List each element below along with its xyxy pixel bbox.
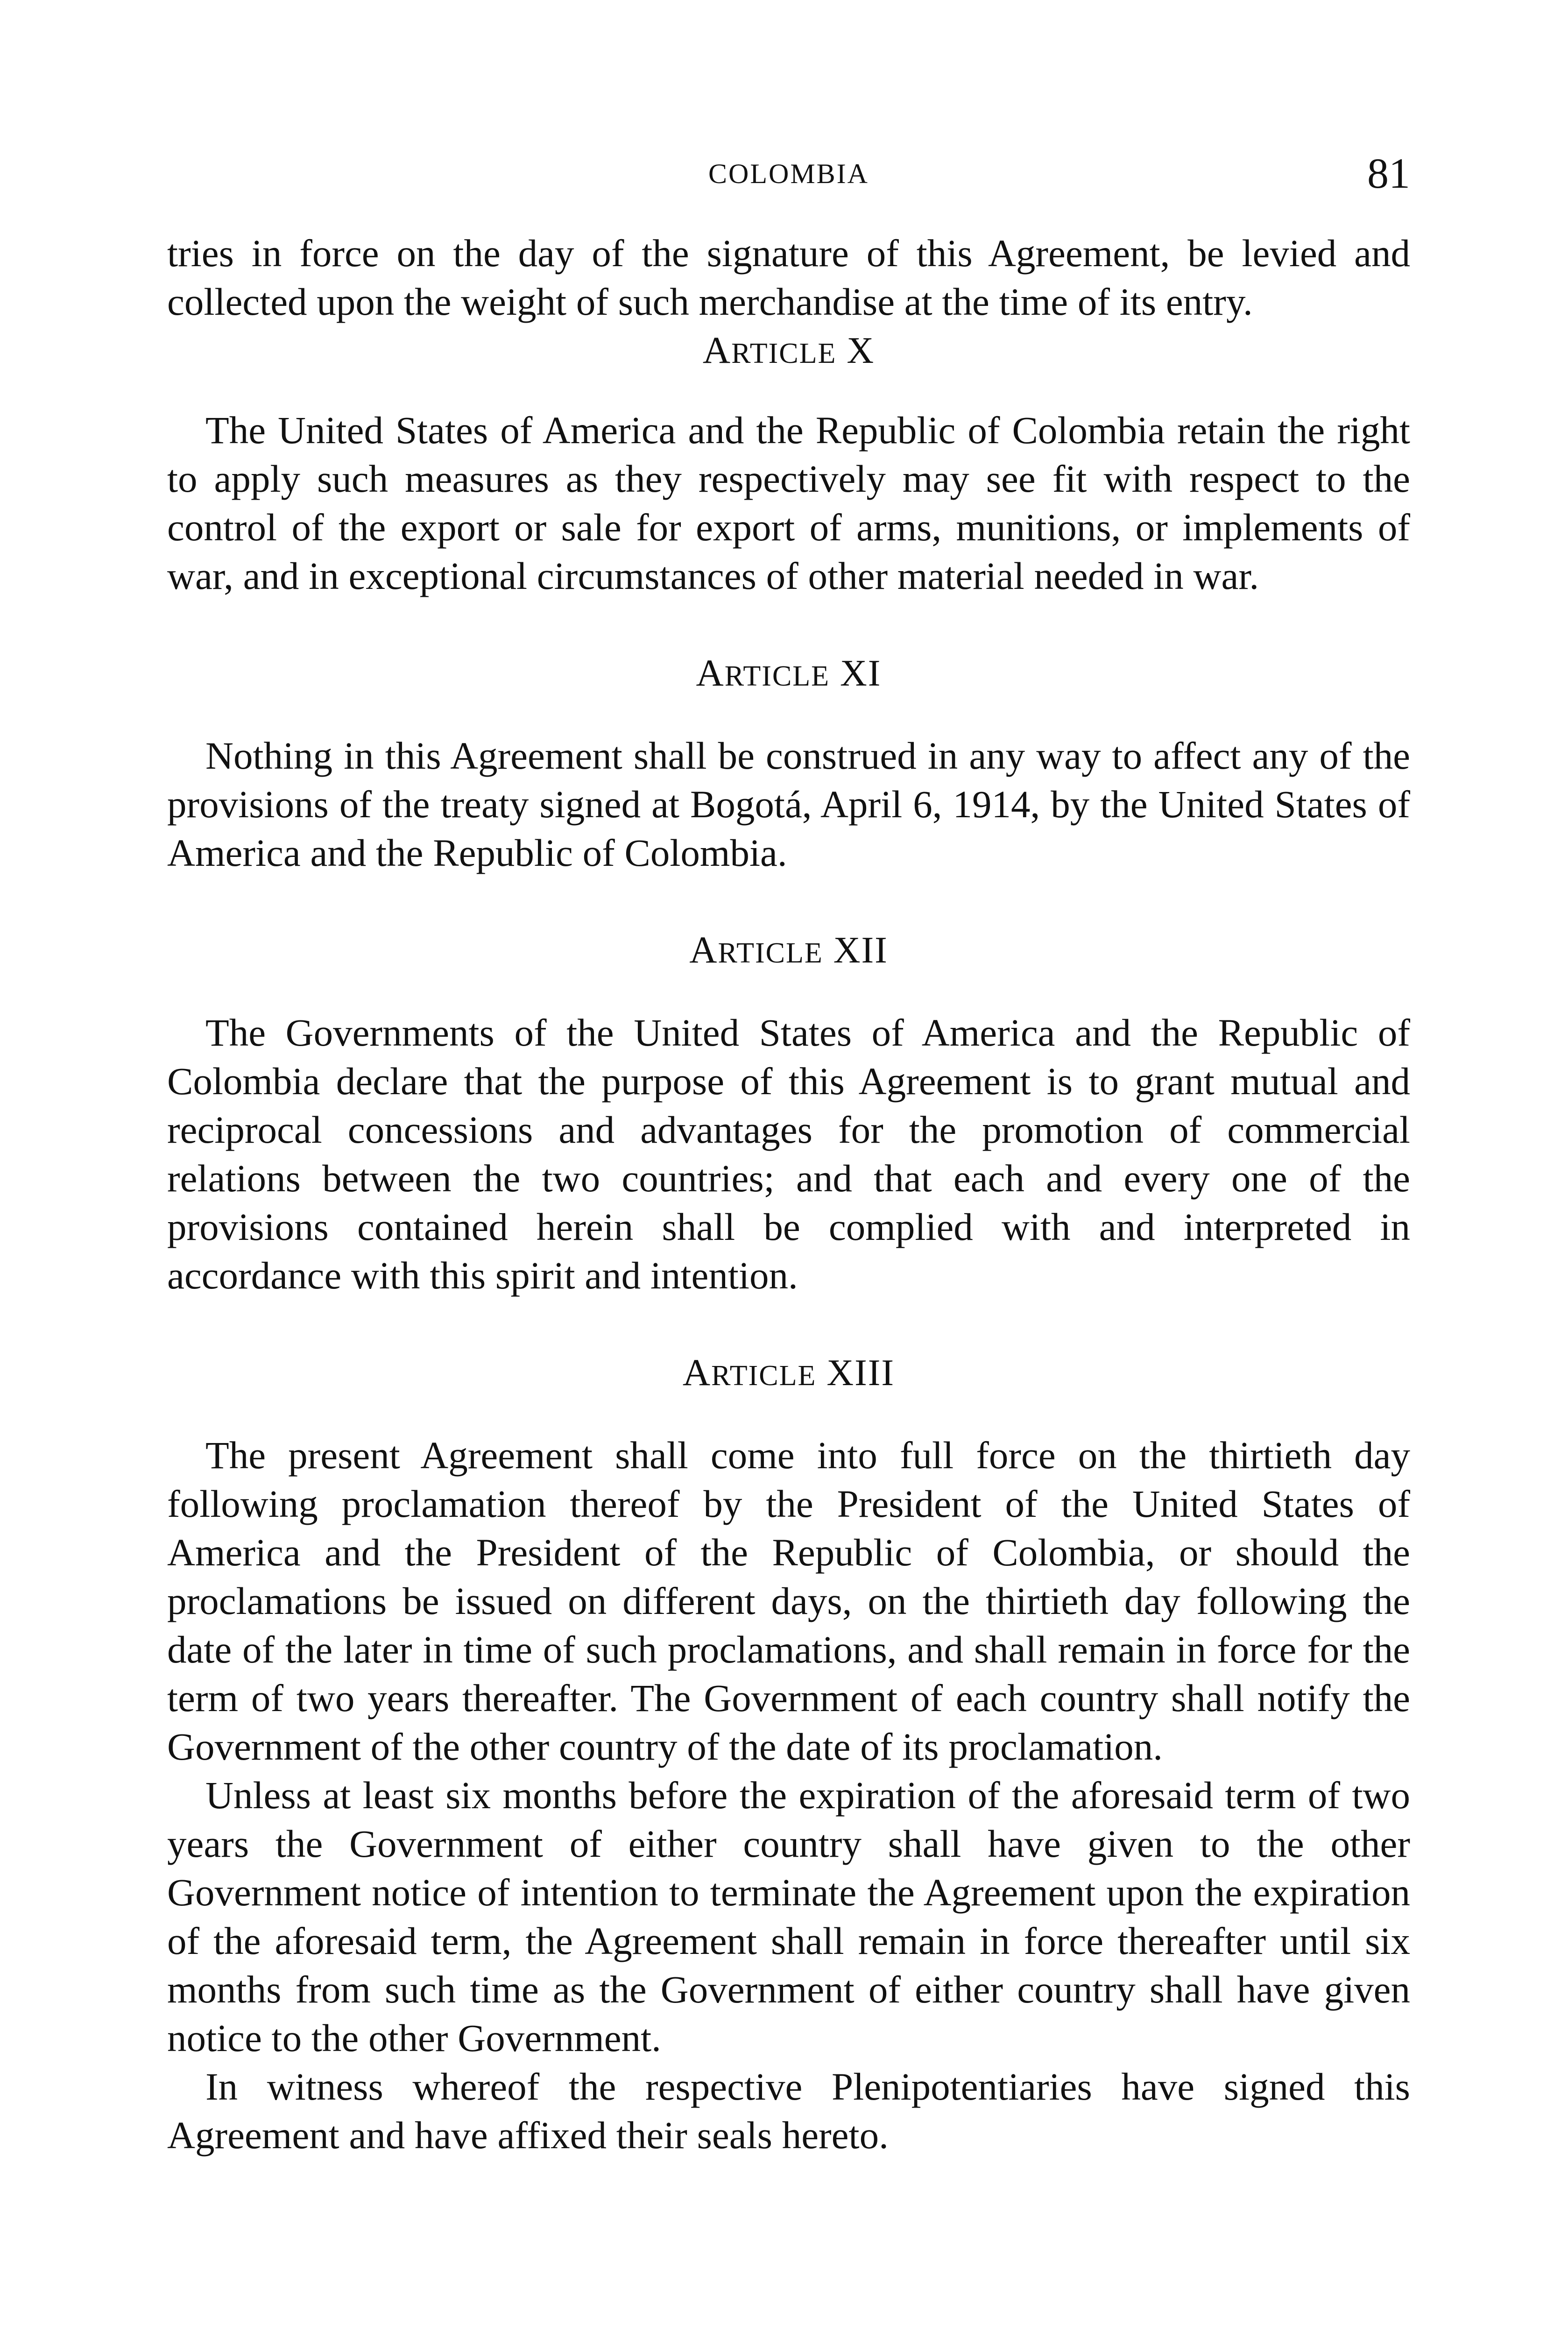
article-xii-paragraph: The Governments of the United States of America and the Republic of Colombia declare that the purpose of this Agreement is to grant mutual and reciprocal concessions and advantages for the promotion of commercial relations between the two countries; and that each and every one of the provisions contained herein shall be complied with and interpreted in accordance with this spirit and intention. (167, 1011, 1410, 1297)
article-xi-paragraph: Nothing in this Agreement shall be construed in any way to affect any of the provisions of the treaty signed at Bogotá, April 6, 1914, by the United States of America and the Republic of Colombia. (167, 734, 1410, 874)
document-body (167, 229, 1410, 2159)
continued-paragraph: tries in force on the day of the signature of this Agreement, be levied and collected upon the weight of such merchandise at the time of its entry. (167, 232, 1410, 323)
article-x-paragraph: The United States of America and the Republic of Colombia retain the right to apply such measures as they respectively may see fit with respect to the control of the export or sale for export of arms, munitions, or implements of war, and in exceptional circumstances of other material needed in war. (167, 409, 1410, 597)
article-heading-xi (167, 649, 1410, 700)
page-number: 81 (1367, 149, 1410, 197)
page-header (167, 149, 1410, 200)
article-xiii-paragraph-2: Unless at least six months before the expiration of the aforesaid term of two years the Government of either country shall have given to the other Government notice of intention to terminate the Agreement upon the expiration of the aforesaid term, the Agreement shall remain in force thereafter until six months from such time as the Government of either country shall have given notice to the other Government. (167, 1774, 1410, 2059)
heading-initial: A (682, 1351, 712, 1394)
heading-smallcaps: RTICLE (724, 660, 830, 692)
heading-smallcaps: RTICLE (718, 937, 823, 969)
heading-numeral: XI (840, 653, 882, 694)
article-heading-xiii (167, 1348, 1410, 1400)
article-heading-xii (167, 926, 1410, 977)
heading-numeral: X (847, 330, 875, 371)
heading-initial: A (689, 928, 718, 971)
article-xiii-paragraph-1: The present Agreement shall come into full force on the thirtieth day following proclamation thereof by the President of the United States of America and the President of the Republic of Colombia, or should the proclamations be issued on different days, on the thirtieth day following the date of the later in time of such proclamations, and shall remain in force for the term of two years thereafter. The Government of each country shall notify the Government of the other country of the date of its proclamation. (167, 1434, 1410, 1768)
heading-smallcaps: RTICLE (731, 338, 837, 369)
heading-smallcaps: RTICLE (711, 1360, 817, 1392)
running-head: COLOMBIA (708, 158, 869, 189)
article-heading-x (167, 326, 1410, 378)
heading-initial: A (696, 651, 725, 694)
heading-numeral: XII (833, 930, 888, 971)
heading-initial: A (702, 329, 732, 371)
article-xiii-paragraph-3: In witness whereof the respective Plenipotentiaries have signed this Agreement and have affixed their seals hereto. (167, 2065, 1410, 2157)
heading-numeral: XIII (826, 1352, 895, 1394)
